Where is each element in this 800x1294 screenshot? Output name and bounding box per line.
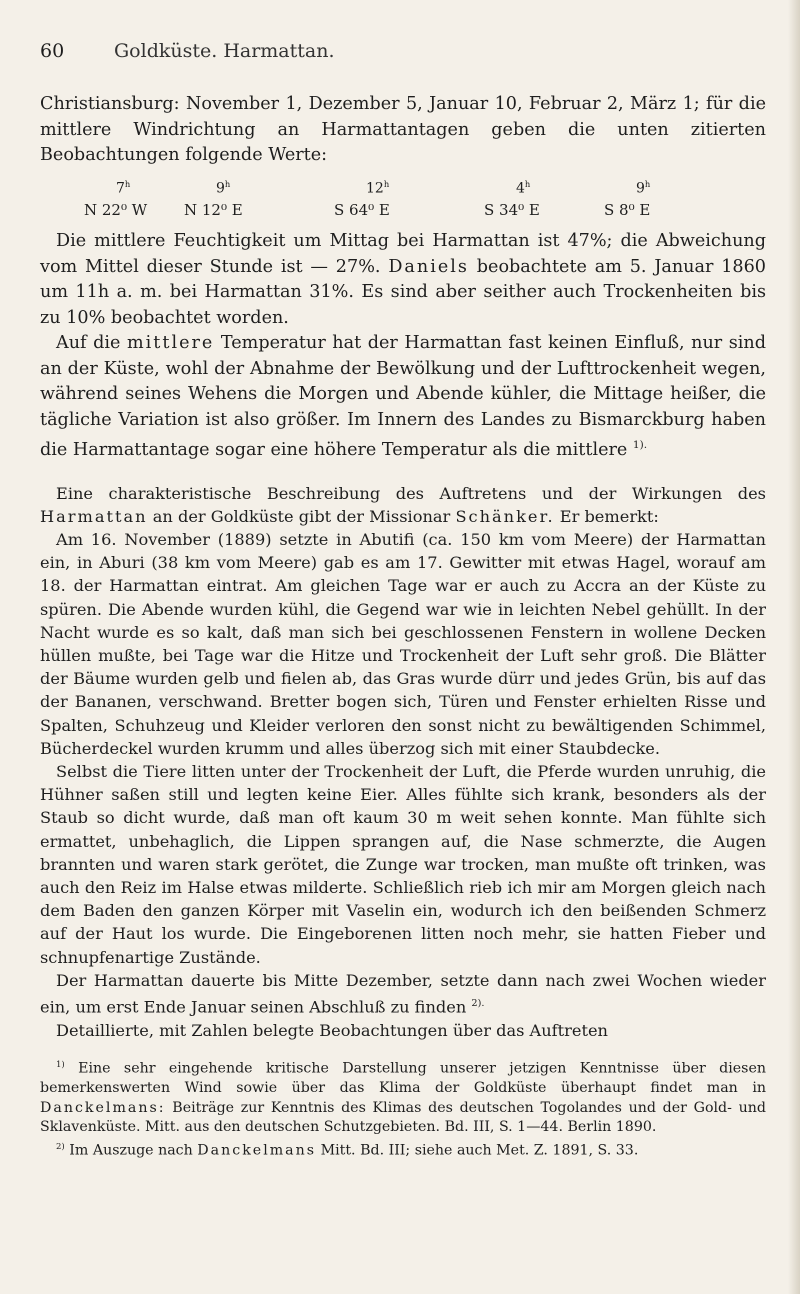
temperature-paragraph: Auf die mittlere Temperatur hat der Harmattan fast keinen Einfluß, nur sind an der Küste, wohl der Abnahme der Bewölkung und der Lufttrockenheit wegen, während seines Wehens die Morgen und Abende kühler, die Mittage heißer, die tägliche Variation ist also größer. Im Innern des Landes zu Bismarckburg haben die Harmattantage sogar eine höhere Temperatur als die mittlere $^{1).}$ [40, 333, 767, 461]
hour-7: 7$^h$ [116, 178, 131, 197]
closing-line: Detaillierte, mit Zahlen belegte Beobachtungen über das Auftreten [56, 1020, 608, 1040]
direction-12: S 64⁰ E [334, 201, 390, 220]
hour-4: 4$^h$ [516, 178, 531, 197]
page-edge-shadow [788, 0, 800, 1294]
page-number: 60 [40, 40, 65, 62]
direction-9-evening: S 8⁰ E [604, 201, 651, 220]
page-header [40, 40, 766, 62]
footnote-1: $^{1)}$ Eine sehr eingehende kritische Darstellung unserer jetzigen Kenntnisse über diesen bemerkenswerten Wind sowie über das Klima der Goldküste überhaupt findet man in Danckelmans: Beiträge zur Kenntnis des Klimas des deutschen Togolandes und der Gold- und Sklavenküste. Mitt. aus den deutschen Schutzgebieten. Bd. III, S. 1—44. Berlin 1890. [40, 1059, 766, 1136]
direction-7: N 22⁰ W [84, 201, 148, 220]
hour-9-evening: 9$^h$ [636, 178, 651, 197]
description-paragraph: Eine charakteristische Beschreibung des Auftretens und der Wirkungen des Harmattan an der Goldküste gibt der Missionar Schänker. Er bemerkt: [40, 483, 766, 526]
running-title: Goldküste. Harmattan. [114, 40, 335, 62]
direction-4: S 34⁰ E [484, 201, 540, 220]
hour-12: 12$^h$ [366, 178, 390, 197]
footnote-ref-1: 1). [632, 439, 648, 452]
footnotes [40, 1056, 766, 1161]
hour-9-morning: 9$^h$ [216, 178, 231, 197]
quote-paragraph-3: Der Harmattan dauerte bis Mitte Dezember, setzte dann nach zwei Wochen wieder ein, um erst Ende Januar seinen Abschluß zu finden $^{2).}$ [40, 970, 766, 1017]
quote-paragraph-2: Selbst die Tiere litten unter der Trockenheit der Luft, die Pferde wurden unruhig, die Hühner saßen still und legten keine Eier. Alles fühlte sich krank, besonders als der Staub so dicht wurde, daß man oft kaum 30 m weit sehen konnte. Man fühlte sich ermattet, unbehaglich, die Lippen sprangen auf, die Nase schmerzte, die Augen brannten und waren stark gerötet, die Zunge war trocken, man mußte oft trinken, was auch den Reiz im Halse etwas milderte. Schließlich rieb ich mir am Morgen gleich nach dem Baden den ganzen Körper mit Vaselin ein, wodurch ich den beißenden Schmerz auf der Haut los wurde. Die Eingeborenen litten noch mehr, sie hatten Fieber und schnupfenartige Zustände. [40, 761, 766, 967]
footnote-2: $^{2)}$ Im Auszuge nach Danckelmans Mitt. Bd. III; siehe auch Met. Z. 1891, S. 33. [56, 1141, 639, 1159]
direction-9-morning: N 12⁰ E [184, 201, 243, 220]
document-page [40, 40, 766, 1270]
wind-direction-table [84, 173, 766, 222]
quote-paragraph-1: Am 16. November (1889) setzte in Abutifi (ca. 150 km vom Meere) der Harmattan ein, in Aburi (38 km vom Meere) gab es am 17. Gewitter mit etwas Hagel, worauf am 18. der Harmattan eintrat. Am gleichen Tage war er auch zu Accra an der Küste zu spüren. Die Abende wurden kühl, die Gegend war wie in leichten Nebel gehüllt. In der Nacht wurde es so kalt, daß man sich bei geschlossenen Fenstern in wollene Decken hüllen mußte, bei Tage war die Hitze und Trockenheit der Luft sehr groß. Die Blätter der Bäume wurden gelb und fielen ab, das Gras wurde dürr und jedes Grün, bis auf das der Bananen, verschwand. Bretter bogen sich, Türen und Fenster erhielten Risse und Spalten, Schuhzeug und Kleider verloren den sonst nicht zu bewältigenden Schimmel, Bücherdeckel wurden krumm und alles überzog sich mit einer Staubdecke. [40, 529, 766, 758]
footnote-ref-2: 2). [471, 997, 485, 1009]
author-daniels: Daniels [388, 256, 469, 277]
humidity-paragraph: Die mittlere Feuchtigkeit um Mittag bei Harmattan ist 47%; die Abweichung vom Mittel dieser Stunde ist — 27%. Daniels beobachtete am 5. Januar 1860 um 11h a. m. bei Harmattan 31%. Es sind aber seither auch Trockenheiten bis zu 10% beobachtet worden. [40, 231, 766, 328]
author-schaenker: Schänker. [455, 506, 555, 526]
intro-paragraph: Christiansburg: November 1, Dezember 5, Januar 10, Februar 2, März 1; für die mittlere Windrichtung an Harmattantagen geben die unten zitierten Beobachtungen folgende Werte: [40, 94, 766, 165]
